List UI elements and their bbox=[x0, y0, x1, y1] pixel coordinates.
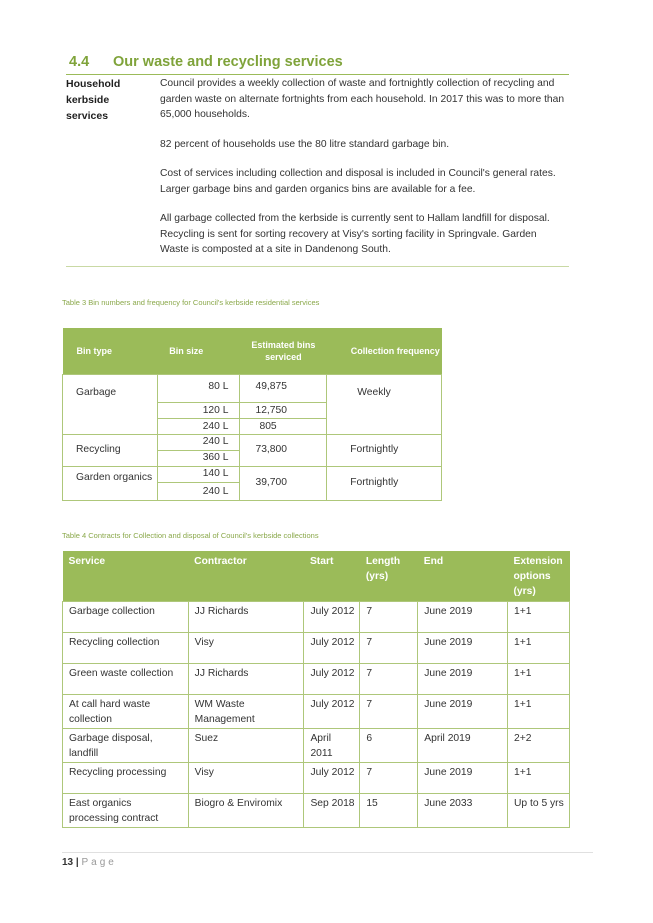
contractor-cell: Visy bbox=[188, 633, 304, 664]
length-cell: 7 bbox=[360, 695, 418, 729]
paragraph: Cost of services including collection and disposal is included in Council's general rates. Larger garbage bins and garden organics bins are available for a fee. bbox=[160, 168, 556, 195]
extension-cell: 1+1 bbox=[507, 602, 569, 633]
contractor-cell: WM Waste Management bbox=[188, 695, 304, 729]
bin-count-cell: 805 bbox=[240, 419, 327, 435]
bin-size-cell: 140 L bbox=[157, 467, 240, 483]
household-description bbox=[160, 76, 565, 272]
table4-caption: Table 4 Contracts for Collection and disposal of Council's kerbside collections bbox=[62, 531, 319, 540]
table-row bbox=[63, 794, 570, 828]
bin-type-cell: Garbage bbox=[63, 375, 158, 435]
service-cell: Recycling collection bbox=[63, 633, 189, 664]
paragraph: All garbage collected from the kerbside is currently sent to Hallam landfill for disposal. Recycling is sent for sorting recovery at Visy's sorting facility in Springvale. Garden Waste is composted at a site in Dandenong South. bbox=[160, 213, 550, 255]
service-cell: Garbage collection bbox=[63, 602, 189, 633]
service-cell: Garbage disposal, landfill bbox=[63, 729, 189, 763]
extension-cell: 1+1 bbox=[507, 633, 569, 664]
end-cell: June 2019 bbox=[418, 695, 508, 729]
end-cell: June 2019 bbox=[418, 602, 508, 633]
contractor-cell: Visy bbox=[188, 763, 304, 794]
end-cell: April 2019 bbox=[418, 729, 508, 763]
bin-count-cell: 73,800 bbox=[240, 435, 327, 467]
service-cell: Recycling processing bbox=[63, 763, 189, 794]
bin-count-cell: 12,750 bbox=[240, 403, 327, 419]
length-cell: 7 bbox=[360, 664, 418, 695]
service-cell: Green waste collection bbox=[63, 664, 189, 695]
length-cell: 7 bbox=[360, 633, 418, 664]
bin-size-cell: 120 L bbox=[157, 403, 240, 419]
table-row bbox=[63, 633, 570, 664]
end-cell: June 2019 bbox=[418, 633, 508, 664]
column-header: Collection frequency bbox=[327, 328, 442, 375]
table-row bbox=[63, 695, 570, 729]
bin-numbers-table bbox=[62, 328, 442, 501]
column-header: Bin type bbox=[63, 328, 158, 375]
contractor-cell: Suez bbox=[188, 729, 304, 763]
service-cell: East organics processing contract bbox=[63, 794, 189, 828]
bin-type-cell: Garden organics bbox=[63, 467, 158, 501]
table-header-row bbox=[63, 551, 570, 602]
start-cell: July 2012 bbox=[304, 763, 360, 794]
start-cell: July 2012 bbox=[304, 695, 360, 729]
table-row bbox=[63, 602, 570, 633]
end-cell: June 2019 bbox=[418, 664, 508, 695]
frequency-cell: Fortnightly bbox=[327, 467, 442, 501]
length-cell: 7 bbox=[360, 763, 418, 794]
contracts-table bbox=[62, 551, 570, 828]
table-row bbox=[63, 729, 570, 763]
paragraph: 82 percent of households use the 80 litre standard garbage bin. bbox=[160, 138, 450, 150]
start-cell: July 2012 bbox=[304, 664, 360, 695]
length-cell: 7 bbox=[360, 602, 418, 633]
service-cell: At call hard waste collection bbox=[63, 695, 189, 729]
table3-caption: Table 3 Bin numbers and frequency for Council's kerbside residential services bbox=[62, 298, 320, 307]
extension-cell: 1+1 bbox=[507, 695, 569, 729]
page-footer bbox=[62, 857, 117, 868]
extension-cell: 2+2 bbox=[507, 729, 569, 763]
table-header-row bbox=[63, 328, 442, 375]
column-header: Length (yrs) bbox=[360, 551, 418, 602]
column-header: Estimated bins serviced bbox=[240, 328, 327, 375]
table-row bbox=[63, 664, 570, 695]
section-number: 4.4 bbox=[69, 54, 90, 70]
start-cell: Sep 2018 bbox=[304, 794, 360, 828]
table-row bbox=[63, 435, 442, 451]
household-kerbside-block bbox=[66, 76, 569, 267]
page-label: Page bbox=[81, 857, 117, 868]
bin-type-cell: Recycling bbox=[63, 435, 158, 467]
column-header: End bbox=[418, 551, 508, 602]
length-cell: 6 bbox=[360, 729, 418, 763]
contractor-cell: JJ Richards bbox=[188, 664, 304, 695]
frequency-cell: Fortnightly bbox=[327, 435, 442, 467]
bin-count-cell: 39,700 bbox=[240, 467, 327, 501]
paragraph: Council provides a weekly collection of waste and fortnightly collection of recycling and garden waste on alternate fortnights from each household. In 2017 this was to more than 65,000 households. bbox=[160, 78, 565, 120]
footer-divider bbox=[62, 852, 593, 853]
frequency-cell: Weekly bbox=[327, 375, 442, 435]
column-header: Service bbox=[63, 551, 189, 602]
household-label: Household kerbside services bbox=[66, 78, 121, 122]
end-cell: June 2033 bbox=[418, 794, 508, 828]
column-header: Extension options (yrs) bbox=[507, 551, 569, 602]
column-header: Contractor bbox=[188, 551, 304, 602]
table-row bbox=[63, 467, 442, 483]
bin-count-cell: 49,875 bbox=[240, 375, 327, 403]
start-cell: April 2011 bbox=[304, 729, 360, 763]
page-number: 13 bbox=[62, 857, 74, 868]
column-header: Start bbox=[304, 551, 360, 602]
start-cell: July 2012 bbox=[304, 633, 360, 664]
extension-cell: 1+1 bbox=[507, 664, 569, 695]
end-cell: June 2019 bbox=[418, 763, 508, 794]
bin-size-cell: 240 L bbox=[157, 419, 240, 435]
contractor-cell: Biogro & Enviromix bbox=[188, 794, 304, 828]
table-row bbox=[63, 375, 442, 403]
bin-size-cell: 240 L bbox=[157, 483, 240, 501]
bin-size-cell: 80 L bbox=[157, 375, 240, 403]
table-row bbox=[63, 763, 570, 794]
section-heading bbox=[66, 54, 569, 75]
length-cell: 15 bbox=[360, 794, 418, 828]
bin-size-cell: 240 L bbox=[157, 435, 240, 451]
extension-cell: 1+1 bbox=[507, 763, 569, 794]
column-header: Bin size bbox=[157, 328, 240, 375]
extension-cell: Up to 5 yrs bbox=[507, 794, 569, 828]
contractor-cell: JJ Richards bbox=[188, 602, 304, 633]
start-cell: July 2012 bbox=[304, 602, 360, 633]
footer-separator: | bbox=[75, 857, 79, 868]
bin-size-cell: 360 L bbox=[157, 451, 240, 467]
section-title: Our waste and recycling services bbox=[113, 54, 343, 70]
